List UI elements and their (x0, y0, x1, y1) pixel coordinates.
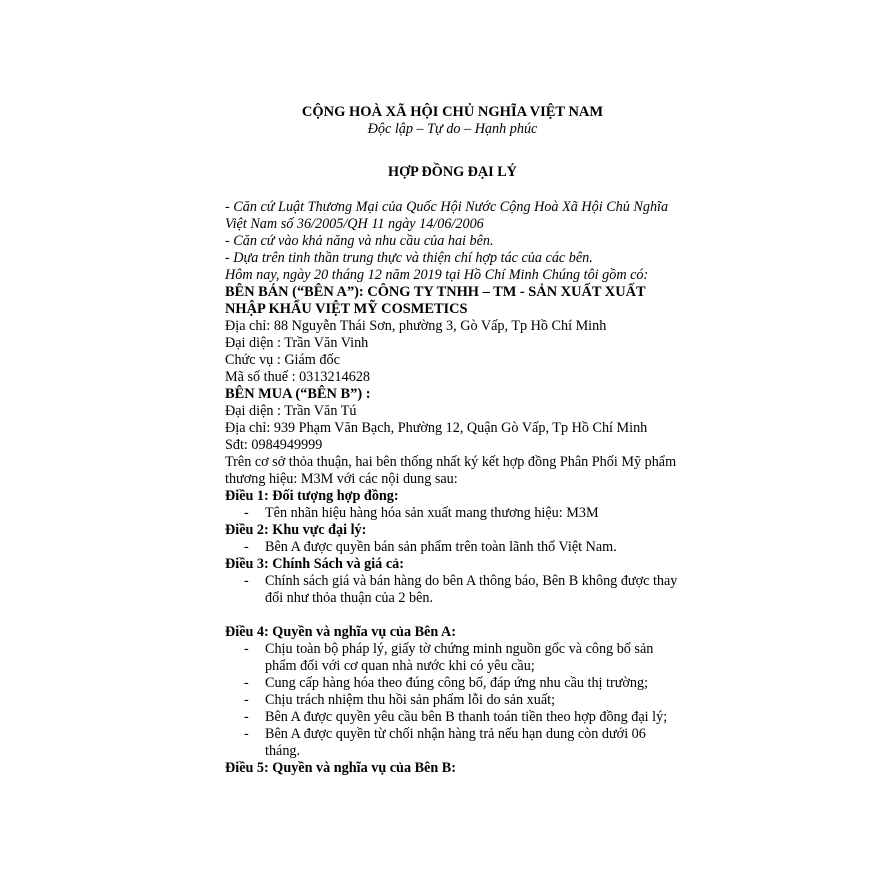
preamble-line: - Căn cứ Luật Thương Mại của Quốc Hội Nước Cộng Hoà Xã Hội Chủ Nghĩa Việt Nam số 36/2005/QH 11 ngày 14/06/2006 (225, 199, 669, 232)
article-2 (225, 522, 680, 556)
article-5 (225, 760, 680, 777)
preamble-line: Hôm nay, ngày 20 tháng 12 năm 2019 tại Hồ Chí Minh Chúng tôi gồm có: (225, 267, 649, 283)
list-dash: - (244, 675, 249, 691)
party-b-phone: Sđt: 0984949999 (225, 437, 323, 453)
list-dash: - (244, 539, 249, 555)
party-a-position: Chức vụ : Giám đốc (225, 352, 340, 368)
party-b-section (225, 386, 680, 454)
party-a-heading: BÊN BÁN (“BÊN A”): CÔNG TY TNHH – TM - SẢN XUẤT XUẤT NHẬP KHẨU VIỆT MỸ COSMETICS (225, 284, 646, 317)
list-dash: - (244, 573, 249, 589)
list-item-text: Chịu trách nhiệm thu hồi sản phẩm lỗi do sản xuất; (265, 692, 556, 708)
article-heading: Điều 1: Đối tượng hợp đồng: (225, 488, 399, 504)
article-heading: Điều 3: Chính Sách và giá cả: (225, 556, 404, 572)
list-item-text: Chính sách giá và bán hàng do bên A thông báo, Bên B không được thay đổi như thỏa thuận của 2 bên. (265, 573, 678, 606)
list-item (225, 573, 680, 607)
agreement-intro: Trên cơ sở thỏa thuận, hai bên thống nhất ký kết hợp đồng Phân Phối Mỹ phẩm thương hiệu: M3M với các nội dung sau: (225, 454, 677, 487)
article-heading: Điều 2: Khu vực đại lý: (225, 522, 367, 538)
list-item (225, 692, 680, 709)
national-title: CỘNG HOÀ XÃ HỘI CHỦ NGHĨA VIỆT NAM (301, 104, 604, 120)
list-dash: - (244, 505, 249, 521)
list-item (225, 539, 680, 556)
spacer (225, 607, 680, 624)
party-b-address: Địa chỉ: 939 Phạm Văn Bạch, Phường 12, Quận Gò Vấp, Tp Hồ Chí Minh (225, 420, 648, 436)
party-a-address: Địa chỉ: 88 Nguyễn Thái Sơn, phường 3, Gò Vấp, Tp Hồ Chí Minh (225, 318, 607, 334)
article-1 (225, 488, 680, 522)
party-a-section (225, 284, 680, 386)
list-item-text: Tên nhãn hiệu hàng hóa sản xuất mang thương hiệu: M3M (265, 505, 599, 521)
preamble-line: - Dựa trên tinh thần trung thực và thiện chí hợp tác của các bên. (225, 250, 593, 266)
article-heading: Điều 5: Quyền và nghĩa vụ của Bên B: (225, 760, 456, 776)
preamble (225, 199, 680, 284)
preamble-line: - Căn cứ vào khả năng và nhu cầu của hai bên. (225, 233, 494, 249)
article-items (225, 641, 680, 760)
list-item (225, 726, 680, 760)
party-b-heading: BÊN MUA (“BÊN B”) : (225, 386, 371, 402)
party-b-representative: Đại diện : Trần Văn Tú (225, 403, 357, 419)
list-item (225, 709, 680, 726)
article-4 (225, 624, 680, 760)
list-dash: - (244, 641, 249, 657)
contract-document (225, 104, 680, 777)
list-item (225, 505, 680, 522)
article-3 (225, 556, 680, 607)
list-item-text: Bên A được quyền yêu cầu bên B thanh toán tiền theo hợp đồng đại lý; (265, 709, 668, 725)
article-items (225, 505, 680, 522)
party-a-representative: Đại diện : Trần Văn Vinh (225, 335, 369, 351)
article-heading: Điều 4: Quyền và nghĩa vụ của Bên A: (225, 624, 456, 640)
article-items (225, 539, 680, 556)
national-motto: Độc lập – Tự do – Hạnh phúc (367, 121, 538, 137)
list-item-text: Bên A được quyền từ chối nhận hàng trả nếu hạn dung còn dưới 06 tháng. (265, 726, 646, 759)
list-item (225, 641, 680, 675)
article-items (225, 573, 680, 607)
list-dash: - (244, 692, 249, 708)
list-dash: - (244, 709, 249, 725)
list-dash: - (244, 726, 249, 742)
list-item (225, 675, 680, 692)
list-item-text: Chịu toàn bộ pháp lý, giấy tờ chứng minh nguồn gốc và công bố sản phẩm đối với cơ quan nhà nước khi có yêu cầu; (265, 641, 654, 674)
contract-title: HỢP ĐỒNG ĐẠI LÝ (388, 164, 517, 180)
list-item-text: Bên A được quyền bán sản phẩm trên toàn lãnh thổ Việt Nam. (265, 539, 617, 555)
list-item-text: Cung cấp hàng hóa theo đúng công bố, đáp ứng nhu cầu thị trường; (265, 675, 649, 691)
party-a-tax-code: Mã số thuế : 0313214628 (225, 369, 371, 385)
